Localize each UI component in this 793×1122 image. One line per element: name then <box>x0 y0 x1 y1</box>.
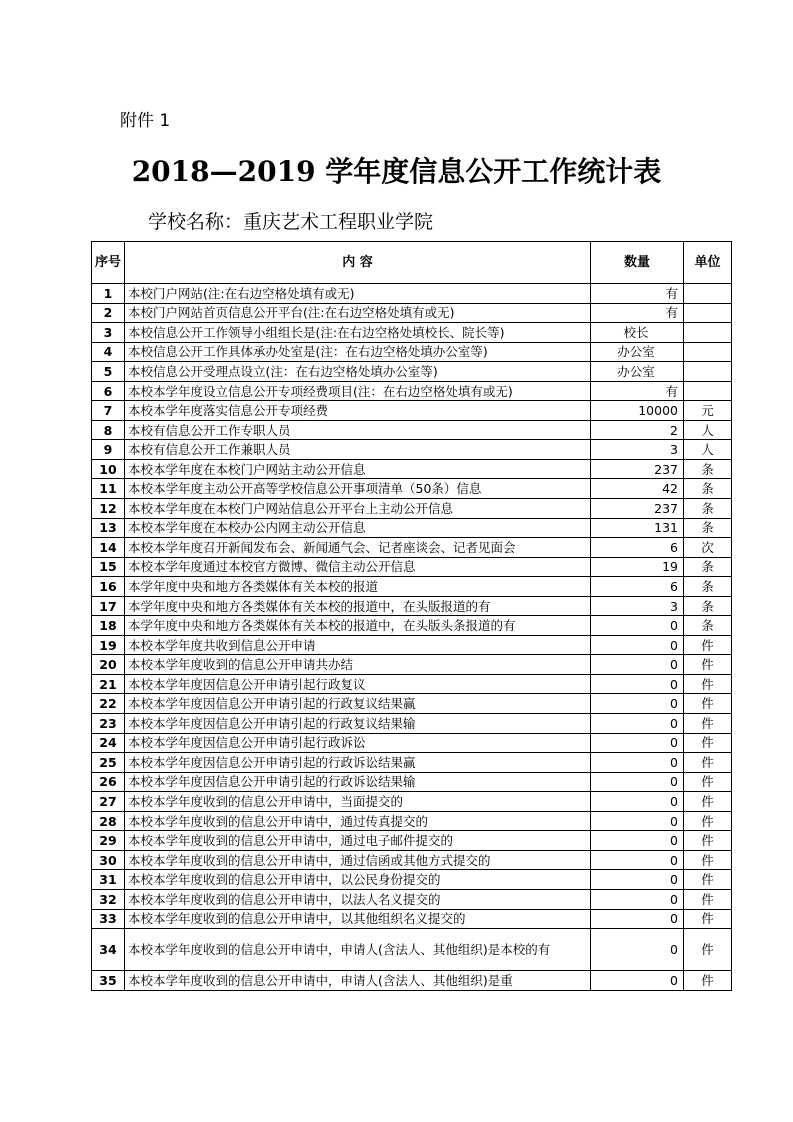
row-unit: 条 <box>684 596 732 616</box>
row-quantity: 办公室 <box>591 362 684 382</box>
table-row <box>92 499 732 519</box>
row-number: 30 <box>92 850 125 870</box>
page-title: 2018—2019 学年度信息公开工作统计表 <box>131 155 662 188</box>
row-content: 本校本学年度收到的信息公开申请中，以法人名义提交的 <box>125 889 591 909</box>
row-quantity: 10000 <box>591 401 684 421</box>
row-content: 本校本学年度因信息公开申请引起的行政复议结果赢 <box>125 694 591 714</box>
row-number: 3 <box>92 323 125 343</box>
table-row <box>92 538 732 558</box>
row-quantity: 0 <box>591 772 684 792</box>
row-quantity: 2 <box>591 420 684 440</box>
table-header-row <box>92 242 732 284</box>
table-row <box>92 459 732 479</box>
row-unit: 件 <box>684 674 732 694</box>
row-unit: 条 <box>684 616 732 636</box>
row-content: 本校本学年度因信息公开申请引起的行政诉讼结果输 <box>125 772 591 792</box>
row-unit: 件 <box>684 694 732 714</box>
row-unit: 件 <box>684 870 732 890</box>
row-unit <box>684 342 732 362</box>
row-content: 本校有信息公开工作专职人员 <box>125 420 591 440</box>
row-quantity: 0 <box>591 971 684 991</box>
row-quantity: 办公室 <box>591 342 684 362</box>
row-number: 27 <box>92 792 125 812</box>
row-unit <box>684 323 732 343</box>
row-quantity: 0 <box>591 694 684 714</box>
row-quantity: 131 <box>591 518 684 538</box>
row-number: 13 <box>92 518 125 538</box>
school-name: 学校名称：重庆艺术工程职业学院 <box>148 211 434 233</box>
row-quantity: 0 <box>591 616 684 636</box>
row-number: 15 <box>92 557 125 577</box>
row-number: 8 <box>92 420 125 440</box>
row-unit: 件 <box>684 811 732 831</box>
row-number: 12 <box>92 499 125 519</box>
row-unit: 件 <box>684 889 732 909</box>
row-number: 4 <box>92 342 125 362</box>
row-content: 本校信息公开受理点设立(注：在右边空格处填办公室等) <box>125 362 591 382</box>
row-quantity: 有 <box>591 303 684 323</box>
attachment-label: 附件 1 <box>120 111 171 131</box>
table-row <box>92 577 732 597</box>
row-content: 本校本学年度因信息公开申请引起行政复议 <box>125 674 591 694</box>
row-number: 14 <box>92 538 125 558</box>
table-row <box>92 479 732 499</box>
row-quantity: 0 <box>591 811 684 831</box>
row-number: 25 <box>92 753 125 773</box>
row-content: 本校本学年度因信息公开申请引起的行政复议结果输 <box>125 714 591 734</box>
table-row <box>92 284 732 304</box>
row-quantity: 237 <box>591 459 684 479</box>
row-content: 本校本学年度落实信息公开专项经费 <box>125 401 591 421</box>
row-number: 32 <box>92 889 125 909</box>
row-unit: 条 <box>684 557 732 577</box>
row-unit: 人 <box>684 440 732 460</box>
row-quantity: 19 <box>591 557 684 577</box>
row-unit: 件 <box>684 714 732 734</box>
row-number: 26 <box>92 772 125 792</box>
row-quantity: 0 <box>591 889 684 909</box>
row-content: 本学年度中央和地方各类媒体有关本校的报道中，在头版头条报道的有 <box>125 616 591 636</box>
table-row <box>92 971 732 991</box>
row-content: 本校本学年度因信息公开申请引起行政诉讼 <box>125 733 591 753</box>
row-content: 本校本学年度收到的信息公开申请中，申请人(含法人、其他组织)是本校的有 <box>125 929 591 971</box>
row-unit: 条 <box>684 459 732 479</box>
row-content: 本校信息公开工作具体承办处室是(注：在右边空格处填办公室等) <box>125 342 591 362</box>
table-row <box>92 323 732 343</box>
table-row <box>92 557 732 577</box>
table-row <box>92 420 732 440</box>
row-unit: 件 <box>684 733 732 753</box>
row-quantity: 0 <box>591 850 684 870</box>
table-row <box>92 694 732 714</box>
row-content: 本校本学年度召开新闻发布会、新闻通气会、记者座谈会、记者见面会 <box>125 538 591 558</box>
row-content: 本校门户网站(注:在右边空格处填有或无) <box>125 284 591 304</box>
row-unit <box>684 362 732 382</box>
row-content: 本校本学年度收到的信息公开申请中，申请人(含法人、其他组织)是重 <box>125 971 591 991</box>
row-content: 本校本学年度收到的信息公开申请中，通过信函或其他方式提交的 <box>125 850 591 870</box>
table-row <box>92 792 732 812</box>
row-number: 22 <box>92 694 125 714</box>
table-row <box>92 850 732 870</box>
row-content: 本校本学年度主动公开高等学校信息公开事项清单（50条）信息 <box>125 479 591 499</box>
row-number: 23 <box>92 714 125 734</box>
row-unit: 件 <box>684 850 732 870</box>
row-unit <box>684 284 732 304</box>
table-row <box>92 440 732 460</box>
row-unit: 次 <box>684 538 732 558</box>
row-number: 34 <box>92 929 125 971</box>
table-row <box>92 811 732 831</box>
table-row <box>92 362 732 382</box>
row-unit: 条 <box>684 479 732 499</box>
table-row <box>92 929 732 971</box>
row-unit: 条 <box>684 577 732 597</box>
row-number: 6 <box>92 381 125 401</box>
row-quantity: 有 <box>591 284 684 304</box>
row-number: 11 <box>92 479 125 499</box>
table-row <box>92 674 732 694</box>
row-quantity: 237 <box>591 499 684 519</box>
row-content: 本学年度中央和地方各类媒体有关本校的报道 <box>125 577 591 597</box>
row-unit: 件 <box>684 772 732 792</box>
row-content: 本校本学年度收到的信息公开申请中，以其他组织名义提交的 <box>125 909 591 929</box>
row-quantity: 6 <box>591 538 684 558</box>
table-row <box>92 635 732 655</box>
table-row <box>92 733 732 753</box>
table-row <box>92 753 732 773</box>
row-content: 本校本学年度收到的信息公开申请中，通过电子邮件提交的 <box>125 831 591 851</box>
table-row <box>92 518 732 538</box>
table-row <box>92 596 732 616</box>
row-number: 19 <box>92 635 125 655</box>
row-quantity: 0 <box>591 655 684 675</box>
row-number: 35 <box>92 971 125 991</box>
row-number: 2 <box>92 303 125 323</box>
header-unit: 单位 <box>684 242 732 284</box>
table-row <box>92 831 732 851</box>
row-unit: 条 <box>684 518 732 538</box>
row-number: 16 <box>92 577 125 597</box>
row-number: 29 <box>92 831 125 851</box>
table-row <box>92 889 732 909</box>
row-content: 本校本学年度收到的信息公开申请中，当面提交的 <box>125 792 591 812</box>
row-quantity: 0 <box>591 929 684 971</box>
row-unit: 人 <box>684 420 732 440</box>
row-content: 本校本学年度收到的信息公开申请共办结 <box>125 655 591 675</box>
row-content: 本校本学年度因信息公开申请引起的行政诉讼结果赢 <box>125 753 591 773</box>
header-content: 内 容 <box>125 242 591 284</box>
row-unit: 件 <box>684 831 732 851</box>
table-row <box>92 381 732 401</box>
row-quantity: 0 <box>591 909 684 929</box>
row-unit: 元 <box>684 401 732 421</box>
row-number: 5 <box>92 362 125 382</box>
row-quantity: 0 <box>591 753 684 773</box>
row-content: 本校有信息公开工作兼职人员 <box>125 440 591 460</box>
row-number: 7 <box>92 401 125 421</box>
table-row <box>92 616 732 636</box>
row-content: 本学年度中央和地方各类媒体有关本校的报道中，在头版报道的有 <box>125 596 591 616</box>
row-number: 20 <box>92 655 125 675</box>
row-number: 28 <box>92 811 125 831</box>
row-quantity: 0 <box>591 870 684 890</box>
row-unit: 件 <box>684 971 732 991</box>
row-unit: 件 <box>684 635 732 655</box>
table-row <box>92 870 732 890</box>
row-number: 18 <box>92 616 125 636</box>
row-number: 24 <box>92 733 125 753</box>
row-quantity: 0 <box>591 792 684 812</box>
row-unit: 件 <box>684 792 732 812</box>
row-content: 本校本学年度收到的信息公开申请中，以公民身份提交的 <box>125 870 591 890</box>
row-quantity: 6 <box>591 577 684 597</box>
row-unit: 件 <box>684 929 732 971</box>
row-number: 9 <box>92 440 125 460</box>
row-quantity: 校长 <box>591 323 684 343</box>
row-unit: 条 <box>684 499 732 519</box>
row-number: 10 <box>92 459 125 479</box>
row-unit <box>684 381 732 401</box>
table-row <box>92 401 732 421</box>
row-quantity: 3 <box>591 440 684 460</box>
table-row <box>92 772 732 792</box>
header-qty: 数量 <box>591 242 684 284</box>
table-body <box>92 284 732 991</box>
row-quantity: 0 <box>591 733 684 753</box>
row-quantity: 42 <box>591 479 684 499</box>
row-number: 31 <box>92 870 125 890</box>
row-quantity: 0 <box>591 831 684 851</box>
table-row <box>92 655 732 675</box>
row-unit <box>684 303 732 323</box>
row-unit: 件 <box>684 909 732 929</box>
row-content: 本校本学年度共收到信息公开申请 <box>125 635 591 655</box>
row-quantity: 有 <box>591 381 684 401</box>
row-content: 本校门户网站首页信息公开平台(注:在右边空格处填有或无) <box>125 303 591 323</box>
row-quantity: 0 <box>591 635 684 655</box>
row-unit: 件 <box>684 655 732 675</box>
table-row <box>92 714 732 734</box>
row-content: 本校本学年度收到的信息公开申请中，通过传真提交的 <box>125 811 591 831</box>
table-row <box>92 303 732 323</box>
row-content: 本校本学年度在本校门户网站主动公开信息 <box>125 459 591 479</box>
statistics-table <box>91 241 732 991</box>
row-content: 本校本学年度在本校门户网站信息公开平台上主动公开信息 <box>125 499 591 519</box>
row-content: 本校本学年度通过本校官方微博、微信主动公开信息 <box>125 557 591 577</box>
row-number: 21 <box>92 674 125 694</box>
row-unit: 件 <box>684 753 732 773</box>
table-row <box>92 909 732 929</box>
row-quantity: 0 <box>591 674 684 694</box>
row-quantity: 3 <box>591 596 684 616</box>
row-content: 本校本学年度设立信息公开专项经费项目(注：在右边空格处填有或无) <box>125 381 591 401</box>
row-number: 1 <box>92 284 125 304</box>
row-number: 17 <box>92 596 125 616</box>
row-content: 本校本学年度在本校办公内网主动公开信息 <box>125 518 591 538</box>
row-quantity: 0 <box>591 714 684 734</box>
table-row <box>92 342 732 362</box>
row-number: 33 <box>92 909 125 929</box>
header-no: 序号 <box>92 242 125 284</box>
row-content: 本校信息公开工作领导小组组长是(注:在右边空格处填校长、院长等) <box>125 323 591 343</box>
